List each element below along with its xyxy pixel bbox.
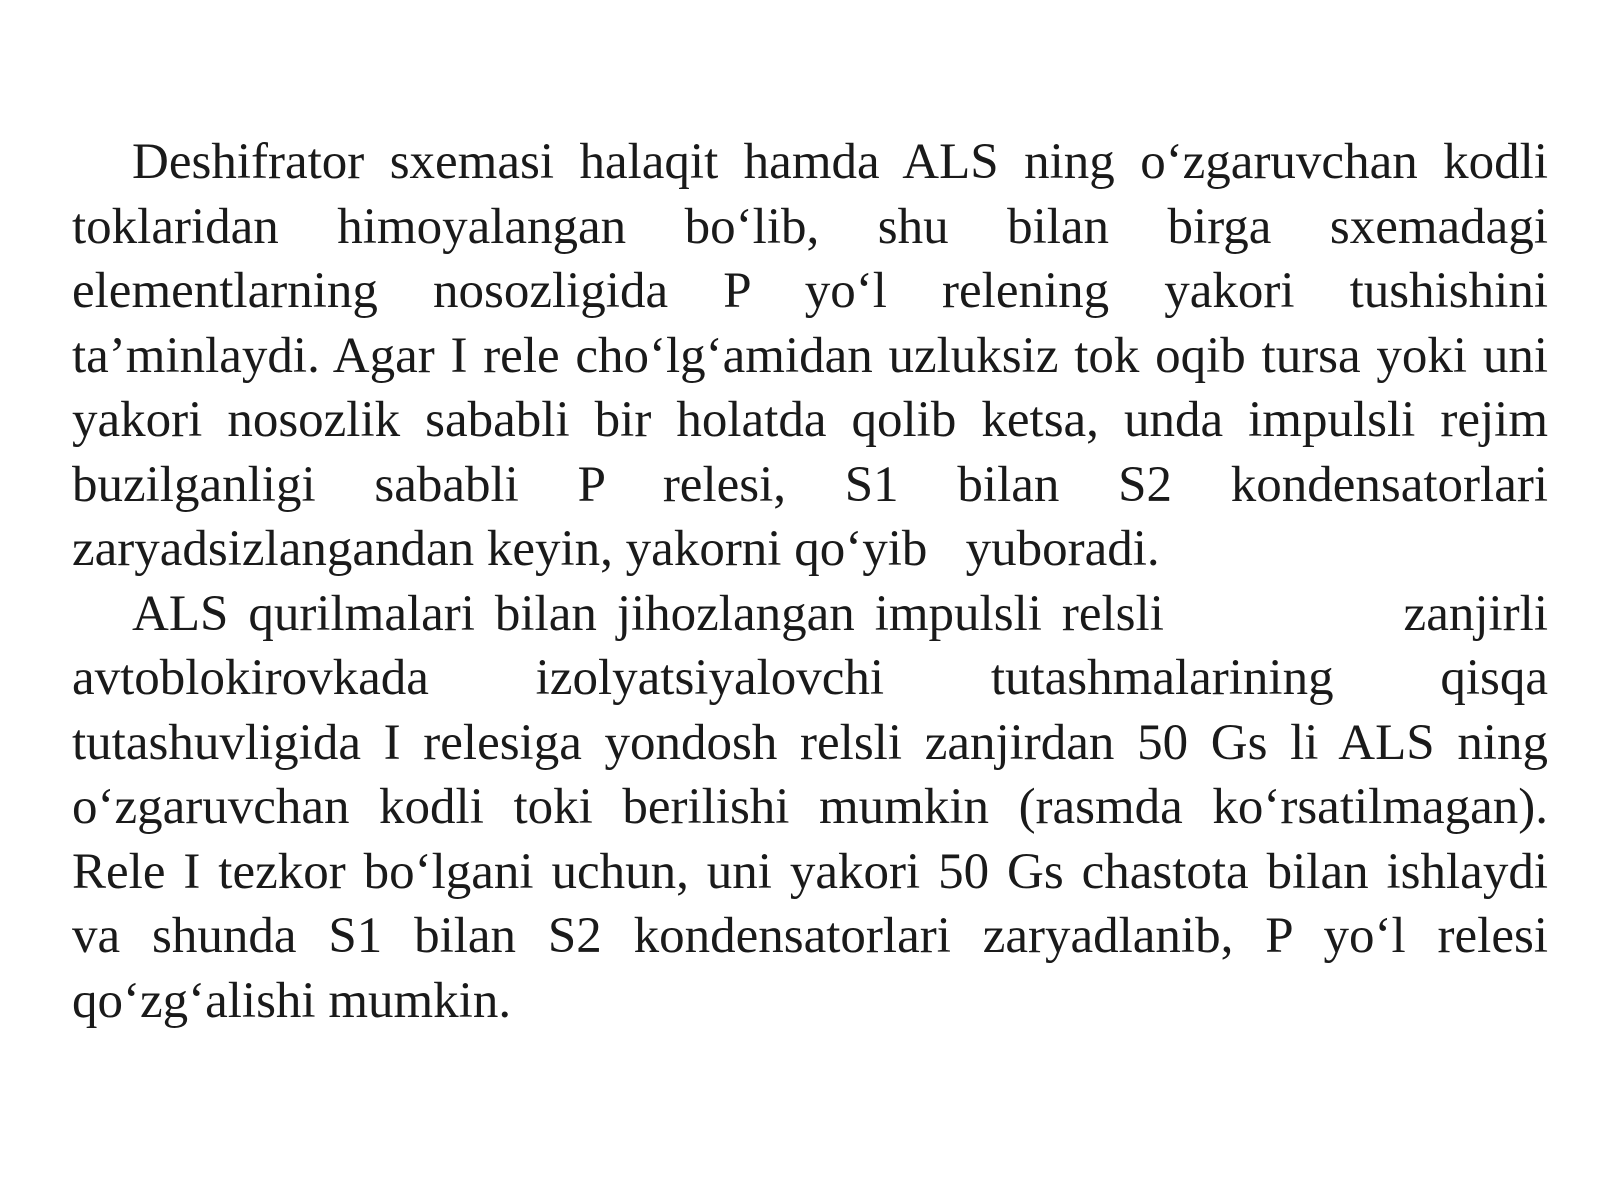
document-body: [72, 130, 1561, 1033]
paragraph-1: Deshifrator sxemasi halaqit hamda ALS ning o‘zgaruvchan kodli toklaridan himoyalangan bo‘lib, shu bilan birga sxemadagi elementlarning nosozligida P yo‘l relening yakori tushishini ta’minlaydi. Agar I rele cho‘lg‘amidan uzluksiz tok oqib tursa yoki uni yakori nosozlik sababli bir holatda qolib ketsa, unda impulsli rejim buzilganligi sababli P relesi, S1 bilan S2 kondensatorlari zaryadsizlangandan keyin, yakorni qo‘yib yuboradi.: [72, 134, 1561, 577]
paragraph-2: ALS qurilmalari bilan jihozlangan impulsli relsli zanjirli avtoblokirovkada izolyatsiyalovchi tutashmalarining qisqa tutashuvligida I relesiga yondosh relsli zanjirdan 50 Gs li ALS ning o‘zgaruvchan kodli toki berilishi mumkin (rasmda ko‘rsatilmagan). Rele I tezkor bo‘lgani uchun, uni yakori 50 Gs chastota bilan ishlaydi va shunda S1 bilan S2 kondensatorlari zaryadlanib, P yo‘l relesi qo‘zg‘alishi mumkin.: [72, 585, 1561, 1029]
